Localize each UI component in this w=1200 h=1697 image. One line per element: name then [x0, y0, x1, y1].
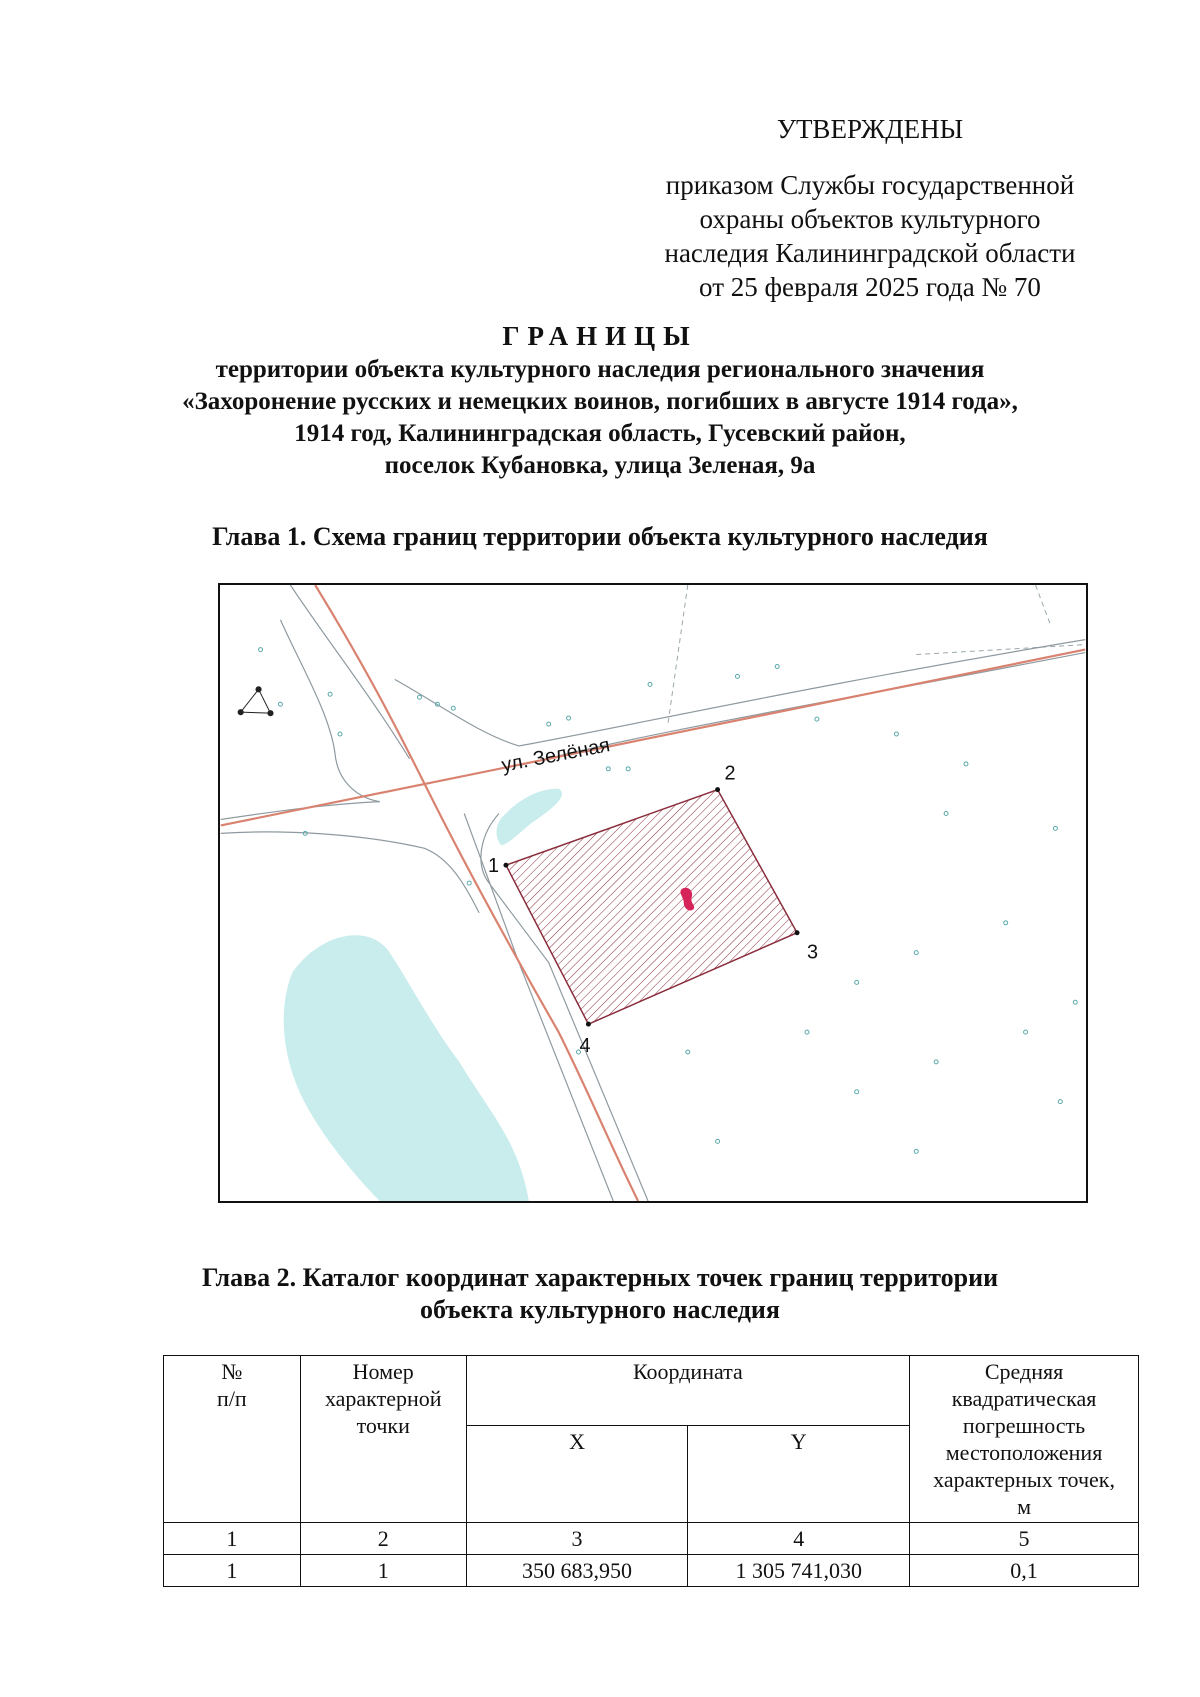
- table-index-row: [164, 1523, 1139, 1555]
- lake-large: [284, 935, 529, 1201]
- chapter2-line: Глава 2. Каталог координат характерных точек границ территории: [201, 1263, 999, 1292]
- road-zelenaya: [221, 650, 1085, 826]
- point-label-1: 1: [488, 855, 500, 878]
- table-cell: 5: [910, 1523, 1139, 1555]
- coordinates-table: [163, 1355, 1139, 1587]
- header-error: Средняя квадратическая погрешность местоположения характерных точек, м: [910, 1356, 1139, 1523]
- survey-line: [916, 645, 1085, 655]
- boundary-point-1: [503, 863, 508, 868]
- pond-small: [497, 789, 562, 846]
- approval-line: от 25 февраля 2025 года № 70: [699, 272, 1041, 302]
- chapter2-heading: [60, 1262, 1140, 1326]
- header-num: № п/п: [164, 1356, 301, 1523]
- title-line: поселок Кубановка, улица Зеленая, 9а: [384, 452, 816, 479]
- header-coordinate: Координата: [466, 1356, 909, 1426]
- road-edge: [290, 585, 409, 759]
- boundary-point-3: [795, 930, 800, 935]
- road-edge: [280, 620, 379, 802]
- approval-heading: УТВЕРЖДЕНЫ: [776, 114, 964, 144]
- road-edge: [395, 640, 1086, 746]
- header-point: Номер характерной точки: [300, 1356, 466, 1523]
- title-heading: ГРАНИЦЫ: [502, 321, 698, 351]
- boundary-point-4: [586, 1022, 591, 1027]
- title-line: территории объекта культурного наследия регионального значения: [215, 356, 985, 383]
- map-canvas: [220, 585, 1086, 1201]
- survey-line: [668, 585, 688, 724]
- document-title: [60, 320, 1140, 482]
- title-line: 1914 год, Калининградская область, Гусевский район,: [294, 420, 906, 447]
- table-cell: 1: [300, 1555, 466, 1587]
- approval-line: приказом Службы государственной: [665, 170, 1075, 200]
- boundary-map: [218, 583, 1088, 1203]
- approval-line: наследия Калининградской области: [664, 238, 1076, 268]
- table-cell: 1: [164, 1555, 301, 1587]
- table-row: [164, 1555, 1139, 1587]
- table-cell: 0,1: [910, 1555, 1139, 1587]
- header-x: X: [466, 1426, 688, 1523]
- heritage-territory-boundary: [506, 790, 797, 1024]
- street-label: ул. Зелёная: [499, 734, 612, 777]
- road-edge: [221, 802, 380, 820]
- boundary-point-2: [715, 787, 720, 792]
- approval-block: [640, 112, 1100, 304]
- table-cell: 2: [300, 1523, 466, 1555]
- point-label-4: 4: [579, 1034, 591, 1057]
- geodetic-point-icon: [238, 687, 273, 716]
- road-edge: [221, 832, 479, 913]
- chapter1-heading: Глава 1. Схема границ территории объекта культурного наследия: [212, 522, 988, 551]
- table-cell: 350 683,950: [466, 1555, 688, 1587]
- point-label-2: 2: [724, 762, 736, 785]
- header-y: Y: [688, 1426, 910, 1523]
- table-cell: 1: [164, 1523, 301, 1555]
- chapter2-line: объекта культурного наследия: [420, 1295, 780, 1324]
- survey-line: [1036, 585, 1051, 625]
- table-cell: 1 305 741,030: [688, 1555, 910, 1587]
- table-cell: 3: [466, 1523, 688, 1555]
- approval-line: охраны объектов культурного: [699, 204, 1041, 234]
- title-line: «Захоронение русских и немецких воинов, погибших в августе 1914 года»,: [182, 388, 1018, 415]
- point-label-3: 3: [806, 941, 819, 964]
- table-cell: 4: [688, 1523, 910, 1555]
